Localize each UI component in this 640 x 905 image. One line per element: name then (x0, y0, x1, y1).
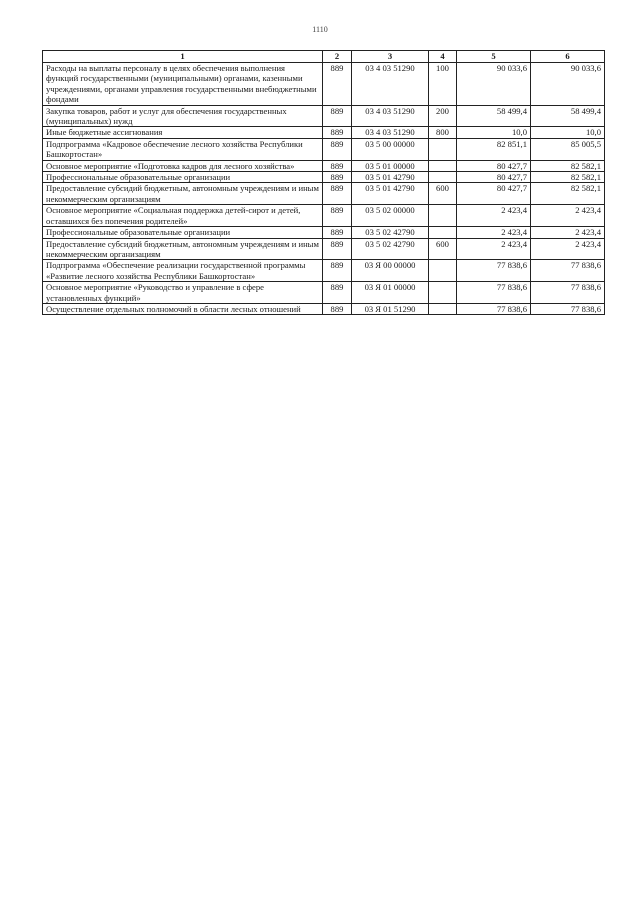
cell-name: Подпрограмма «Кадровое обеспечение лесного хозяйства Республики Башкортостан» (43, 138, 323, 160)
cell-name: Осуществление отдельных полномочий в области лесных отношений (43, 303, 323, 314)
cell-target-article: 03 5 01 42790 (352, 183, 429, 205)
cell-name: Профессиональные образовательные организации (43, 227, 323, 238)
table-row (43, 205, 605, 227)
table-row (43, 303, 605, 314)
header-col-1: 1 (43, 51, 323, 63)
cell-amount-year-1: 77 838,6 (457, 260, 531, 282)
cell-target-article: 03 4 03 51290 (352, 105, 429, 127)
cell-expense-type (429, 303, 457, 314)
table-row (43, 260, 605, 282)
cell-amount-year-2: 90 033,6 (531, 63, 605, 106)
cell-name: Подпрограмма «Обеспечение реализации государственной программы «Развитие лесного хозяйства Республики Башкортостан» (43, 260, 323, 282)
cell-amount-year-1: 77 838,6 (457, 303, 531, 314)
header-col-4: 4 (429, 51, 457, 63)
cell-amount-year-2: 77 838,6 (531, 303, 605, 314)
cell-amount-year-2: 77 838,6 (531, 260, 605, 282)
cell-target-article: 03 5 00 00000 (352, 138, 429, 160)
cell-amount-year-2: 82 582,1 (531, 160, 605, 171)
cell-amount-year-2: 85 005,5 (531, 138, 605, 160)
cell-amount-year-1: 82 851,1 (457, 138, 531, 160)
cell-ved-code: 889 (323, 183, 352, 205)
cell-ved-code: 889 (323, 105, 352, 127)
cell-target-article: 03 5 01 42790 (352, 172, 429, 183)
table-row (43, 183, 605, 205)
cell-ved-code: 889 (323, 238, 352, 260)
cell-amount-year-1: 80 427,7 (457, 172, 531, 183)
cell-amount-year-2: 58 499,4 (531, 105, 605, 127)
table-row (43, 160, 605, 171)
cell-amount-year-1: 58 499,4 (457, 105, 531, 127)
header-col-6: 6 (531, 51, 605, 63)
cell-amount-year-2: 2 423,4 (531, 227, 605, 238)
table-row (43, 63, 605, 106)
cell-target-article: 03 5 01 00000 (352, 160, 429, 171)
cell-target-article: 03 Я 01 00000 (352, 282, 429, 304)
cell-name: Основное мероприятие «Подготовка кадров для лесного хозяйства» (43, 160, 323, 171)
cell-ved-code: 889 (323, 172, 352, 183)
table-row (43, 227, 605, 238)
cell-ved-code: 889 (323, 227, 352, 238)
cell-name: Иные бюджетные ассигнования (43, 127, 323, 138)
cell-target-article: 03 Я 00 00000 (352, 260, 429, 282)
cell-amount-year-1: 90 033,6 (457, 63, 531, 106)
cell-amount-year-2: 10,0 (531, 127, 605, 138)
cell-amount-year-1: 80 427,7 (457, 160, 531, 171)
cell-amount-year-1: 10,0 (457, 127, 531, 138)
table-body (43, 63, 605, 315)
cell-expense-type: 800 (429, 127, 457, 138)
cell-amount-year-1: 80 427,7 (457, 183, 531, 205)
cell-target-article: 03 4 03 51290 (352, 63, 429, 106)
cell-ved-code: 889 (323, 282, 352, 304)
cell-name: Расходы на выплаты персоналу в целях обеспечения выполнения функций государственными (муниципальными) органами, казенными учреждениями, органами управления государственными внебюджетными фондами (43, 63, 323, 106)
cell-target-article: 03 Я 01 51290 (352, 303, 429, 314)
cell-expense-type (429, 172, 457, 183)
cell-ved-code: 889 (323, 63, 352, 106)
cell-expense-type: 600 (429, 238, 457, 260)
cell-ved-code: 889 (323, 303, 352, 314)
cell-amount-year-2: 2 423,4 (531, 205, 605, 227)
cell-ved-code: 889 (323, 160, 352, 171)
cell-amount-year-1: 2 423,4 (457, 205, 531, 227)
cell-amount-year-2: 2 423,4 (531, 238, 605, 260)
cell-amount-year-1: 77 838,6 (457, 282, 531, 304)
cell-expense-type (429, 138, 457, 160)
cell-name: Основное мероприятие «Социальная поддержка детей-сирот и детей, оставшихся без попечения родителей» (43, 205, 323, 227)
cell-ved-code: 889 (323, 205, 352, 227)
table-row (43, 105, 605, 127)
cell-expense-type (429, 205, 457, 227)
header-col-3: 3 (352, 51, 429, 63)
cell-target-article: 03 5 02 00000 (352, 205, 429, 227)
table-header (43, 51, 605, 63)
cell-ved-code: 889 (323, 127, 352, 138)
cell-amount-year-2: 82 582,1 (531, 172, 605, 183)
cell-expense-type (429, 282, 457, 304)
cell-ved-code: 889 (323, 138, 352, 160)
cell-expense-type (429, 227, 457, 238)
cell-ved-code: 889 (323, 260, 352, 282)
cell-name: Предоставление субсидий бюджетным, автономным учреждениям и иным некоммерческим организациям (43, 238, 323, 260)
cell-name: Закупка товаров, работ и услуг для обеспечения государственных (муниципальных) нужд (43, 105, 323, 127)
cell-name: Профессиональные образовательные организации (43, 172, 323, 183)
cell-name: Основное мероприятие «Руководство и управление в сфере установленных функций» (43, 282, 323, 304)
table-row (43, 127, 605, 138)
cell-expense-type: 600 (429, 183, 457, 205)
table-row (43, 238, 605, 260)
cell-target-article: 03 5 02 42790 (352, 227, 429, 238)
cell-amount-year-2: 82 582,1 (531, 183, 605, 205)
table-row (43, 138, 605, 160)
cell-name: Предоставление субсидий бюджетным, автономным учреждениям и иным некоммерческим организациям (43, 183, 323, 205)
header-col-5: 5 (457, 51, 531, 63)
table-row (43, 172, 605, 183)
header-col-2: 2 (323, 51, 352, 63)
cell-target-article: 03 5 02 42790 (352, 238, 429, 260)
page-number: 1110 (312, 25, 328, 34)
budget-table (42, 50, 605, 315)
cell-amount-year-2: 77 838,6 (531, 282, 605, 304)
header-row (43, 51, 605, 63)
cell-expense-type (429, 160, 457, 171)
cell-target-article: 03 4 03 51290 (352, 127, 429, 138)
table-row (43, 282, 605, 304)
cell-amount-year-1: 2 423,4 (457, 238, 531, 260)
cell-expense-type: 200 (429, 105, 457, 127)
cell-expense-type (429, 260, 457, 282)
cell-amount-year-1: 2 423,4 (457, 227, 531, 238)
cell-expense-type: 100 (429, 63, 457, 106)
